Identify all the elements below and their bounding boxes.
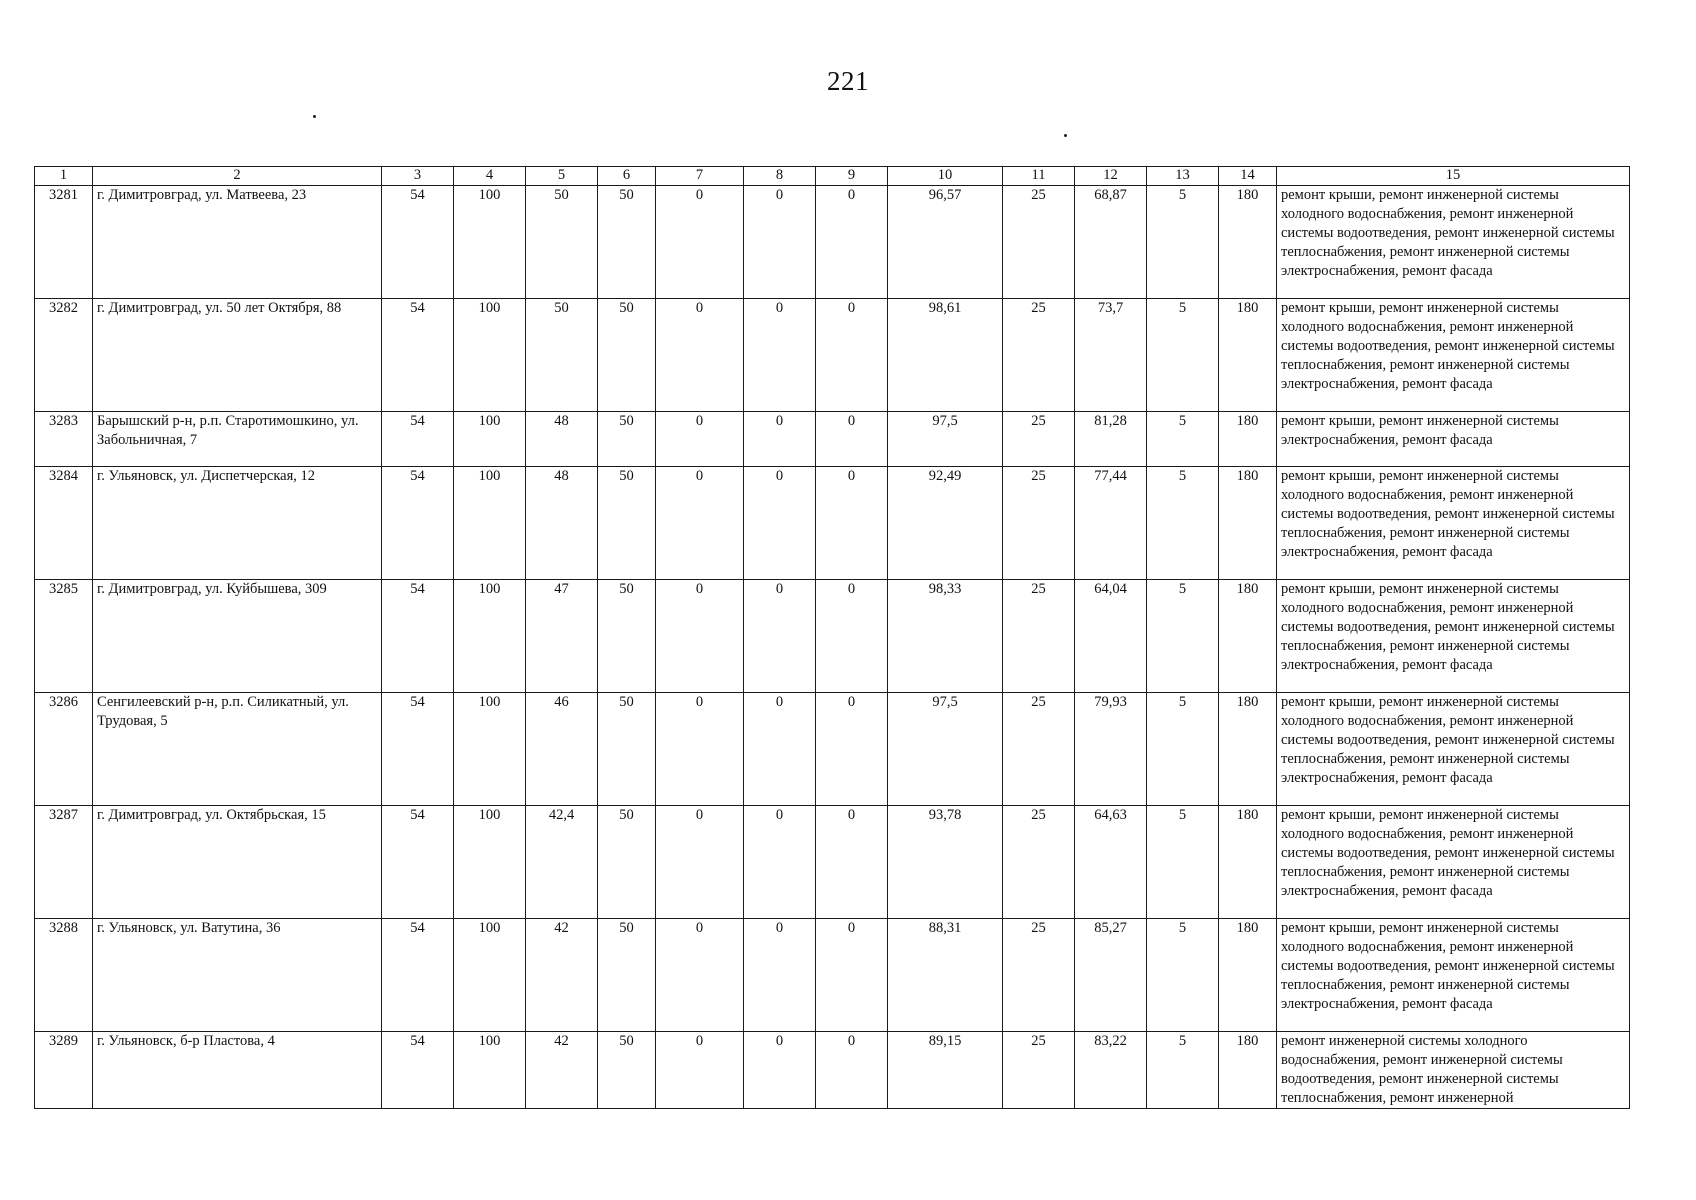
row-number: 3284 <box>35 467 93 580</box>
table-row <box>35 299 1630 412</box>
works-cell: ремонт крыши, ремонт инженерной системы холодного водоснабжения, ремонт инженерной системы водоотведения, ремонт инженерной системы теплоснабжения, ремонт инженерной системы электроснабжения, ремонт фасада <box>1277 467 1630 580</box>
value-cell: 100 <box>454 1032 526 1109</box>
value-cell: 0 <box>816 186 888 299</box>
table-row <box>35 693 1630 806</box>
value-cell: 0 <box>816 806 888 919</box>
address-cell: г. Димитровград, ул. 50 лет Октября, 88 <box>93 299 382 412</box>
value-cell: 96,57 <box>888 186 1003 299</box>
row-number: 3281 <box>35 186 93 299</box>
works-cell: ремонт крыши, ремонт инженерной системы холодного водоснабжения, ремонт инженерной системы водоотведения, ремонт инженерной системы теплоснабжения, ремонт инженерной системы электроснабжения, ремонт фасада <box>1277 919 1630 1032</box>
value-cell: 25 <box>1003 412 1075 467</box>
table-row <box>35 1032 1630 1109</box>
value-cell: 73,7 <box>1075 299 1147 412</box>
value-cell: 0 <box>656 806 744 919</box>
column-header: 7 <box>656 167 744 186</box>
row-number: 3288 <box>35 919 93 1032</box>
column-header: 9 <box>816 167 888 186</box>
value-cell: 5 <box>1147 186 1219 299</box>
value-cell: 77,44 <box>1075 467 1147 580</box>
value-cell: 0 <box>816 412 888 467</box>
value-cell: 0 <box>656 299 744 412</box>
scan-speck <box>1064 134 1067 137</box>
value-cell: 46 <box>526 693 598 806</box>
value-cell: 54 <box>382 693 454 806</box>
column-header: 3 <box>382 167 454 186</box>
value-cell: 180 <box>1219 299 1277 412</box>
value-cell: 42 <box>526 919 598 1032</box>
works-cell: ремонт крыши, ремонт инженерной системы холодного водоснабжения, ремонт инженерной системы водоотведения, ремонт инженерной системы теплоснабжения, ремонт инженерной системы электроснабжения, ремонт фасада <box>1277 299 1630 412</box>
works-cell: ремонт крыши, ремонт инженерной системы электроснабжения, ремонт фасада <box>1277 412 1630 467</box>
row-number: 3287 <box>35 806 93 919</box>
value-cell: 0 <box>816 1032 888 1109</box>
row-number: 3286 <box>35 693 93 806</box>
value-cell: 100 <box>454 186 526 299</box>
value-cell: 0 <box>656 467 744 580</box>
value-cell: 0 <box>656 693 744 806</box>
value-cell: 180 <box>1219 412 1277 467</box>
value-cell: 25 <box>1003 1032 1075 1109</box>
value-cell: 25 <box>1003 693 1075 806</box>
value-cell: 42,4 <box>526 806 598 919</box>
address-cell: г. Димитровград, ул. Матвеева, 23 <box>93 186 382 299</box>
value-cell: 25 <box>1003 806 1075 919</box>
works-cell: ремонт крыши, ремонт инженерной системы холодного водоснабжения, ремонт инженерной системы водоотведения, ремонт инженерной системы теплоснабжения, ремонт инженерной системы электроснабжения, ремонт фасада <box>1277 806 1630 919</box>
value-cell: 88,31 <box>888 919 1003 1032</box>
value-cell: 0 <box>656 1032 744 1109</box>
column-header: 2 <box>93 167 382 186</box>
value-cell: 100 <box>454 299 526 412</box>
value-cell: 180 <box>1219 186 1277 299</box>
column-header: 14 <box>1219 167 1277 186</box>
value-cell: 54 <box>382 919 454 1032</box>
value-cell: 5 <box>1147 693 1219 806</box>
value-cell: 54 <box>382 186 454 299</box>
table-row <box>35 467 1630 580</box>
value-cell: 100 <box>454 580 526 693</box>
value-cell: 0 <box>816 580 888 693</box>
value-cell: 93,78 <box>888 806 1003 919</box>
column-header: 6 <box>598 167 656 186</box>
works-cell: ремонт крыши, ремонт инженерной системы холодного водоснабжения, ремонт инженерной системы водоотведения, ремонт инженерной системы теплоснабжения, ремонт инженерной системы электроснабжения, ремонт фасада <box>1277 186 1630 299</box>
value-cell: 50 <box>526 299 598 412</box>
value-cell: 97,5 <box>888 412 1003 467</box>
address-cell: Барышский р-н, р.п. Старотимошкино, ул. Забольничная, 7 <box>93 412 382 467</box>
column-header: 13 <box>1147 167 1219 186</box>
row-number: 3289 <box>35 1032 93 1109</box>
value-cell: 100 <box>454 412 526 467</box>
value-cell: 83,22 <box>1075 1032 1147 1109</box>
value-cell: 5 <box>1147 806 1219 919</box>
column-header: 8 <box>744 167 816 186</box>
value-cell: 25 <box>1003 467 1075 580</box>
value-cell: 180 <box>1219 806 1277 919</box>
value-cell: 25 <box>1003 919 1075 1032</box>
value-cell: 54 <box>382 412 454 467</box>
scan-speck <box>313 115 316 118</box>
value-cell: 48 <box>526 467 598 580</box>
value-cell: 0 <box>744 186 816 299</box>
value-cell: 0 <box>744 919 816 1032</box>
value-cell: 0 <box>816 299 888 412</box>
value-cell: 98,61 <box>888 299 1003 412</box>
value-cell: 180 <box>1219 693 1277 806</box>
value-cell: 0 <box>744 806 816 919</box>
column-header: 12 <box>1075 167 1147 186</box>
value-cell: 0 <box>656 580 744 693</box>
table-row <box>35 412 1630 467</box>
value-cell: 0 <box>656 186 744 299</box>
value-cell: 64,63 <box>1075 806 1147 919</box>
address-cell: г. Ульяновск, б-р Пластова, 4 <box>93 1032 382 1109</box>
value-cell: 5 <box>1147 1032 1219 1109</box>
value-cell: 100 <box>454 467 526 580</box>
value-cell: 0 <box>744 412 816 467</box>
value-cell: 0 <box>744 1032 816 1109</box>
value-cell: 89,15 <box>888 1032 1003 1109</box>
value-cell: 5 <box>1147 580 1219 693</box>
value-cell: 50 <box>598 1032 656 1109</box>
value-cell: 54 <box>382 806 454 919</box>
address-cell: Сенгилеевский р-н, р.п. Силикатный, ул. Трудовая, 5 <box>93 693 382 806</box>
value-cell: 0 <box>744 580 816 693</box>
value-cell: 25 <box>1003 580 1075 693</box>
repair-program-table <box>34 166 1630 1109</box>
value-cell: 50 <box>598 919 656 1032</box>
value-cell: 50 <box>598 693 656 806</box>
column-header: 5 <box>526 167 598 186</box>
table-row <box>35 186 1630 299</box>
value-cell: 0 <box>656 412 744 467</box>
address-cell: г. Димитровград, ул. Куйбышева, 309 <box>93 580 382 693</box>
value-cell: 0 <box>744 299 816 412</box>
value-cell: 50 <box>598 186 656 299</box>
value-cell: 0 <box>816 919 888 1032</box>
value-cell: 180 <box>1219 580 1277 693</box>
value-cell: 5 <box>1147 412 1219 467</box>
column-header: 15 <box>1277 167 1630 186</box>
column-header: 4 <box>454 167 526 186</box>
value-cell: 50 <box>598 299 656 412</box>
value-cell: 48 <box>526 412 598 467</box>
value-cell: 98,33 <box>888 580 1003 693</box>
row-number: 3285 <box>35 580 93 693</box>
value-cell: 5 <box>1147 299 1219 412</box>
value-cell: 79,93 <box>1075 693 1147 806</box>
value-cell: 180 <box>1219 919 1277 1032</box>
column-header: 11 <box>1003 167 1075 186</box>
value-cell: 50 <box>598 412 656 467</box>
address-cell: г. Ульяновск, ул. Диспетчерская, 12 <box>93 467 382 580</box>
value-cell: 54 <box>382 299 454 412</box>
value-cell: 54 <box>382 1032 454 1109</box>
works-cell: ремонт инженерной системы холодного водоснабжения, ремонт инженерной системы водоотведения, ремонт инженерной системы теплоснабжения, ремонт инженерной <box>1277 1032 1630 1109</box>
value-cell: 0 <box>744 693 816 806</box>
value-cell: 92,49 <box>888 467 1003 580</box>
column-header: 1 <box>35 167 93 186</box>
column-number-row <box>35 167 1630 186</box>
value-cell: 0 <box>816 467 888 580</box>
table-row <box>35 919 1630 1032</box>
address-cell: г. Ульяновск, ул. Ватутина, 36 <box>93 919 382 1032</box>
value-cell: 64,04 <box>1075 580 1147 693</box>
value-cell: 50 <box>598 467 656 580</box>
value-cell: 5 <box>1147 919 1219 1032</box>
value-cell: 0 <box>816 693 888 806</box>
value-cell: 0 <box>656 919 744 1032</box>
column-header: 10 <box>888 167 1003 186</box>
page-number: 221 <box>827 66 869 96</box>
value-cell: 50 <box>598 806 656 919</box>
value-cell: 47 <box>526 580 598 693</box>
value-cell: 50 <box>598 580 656 693</box>
value-cell: 100 <box>454 806 526 919</box>
value-cell: 25 <box>1003 299 1075 412</box>
value-cell: 42 <box>526 1032 598 1109</box>
works-cell: ремонт крыши, ремонт инженерной системы холодного водоснабжения, ремонт инженерной системы водоотведения, ремонт инженерной системы теплоснабжения, ремонт инженерной системы электроснабжения, ремонт фасада <box>1277 580 1630 693</box>
value-cell: 54 <box>382 467 454 580</box>
table-row <box>35 806 1630 919</box>
value-cell: 97,5 <box>888 693 1003 806</box>
value-cell: 180 <box>1219 1032 1277 1109</box>
value-cell: 5 <box>1147 467 1219 580</box>
works-cell: ремонт крыши, ремонт инженерной системы холодного водоснабжения, ремонт инженерной системы водоотведения, ремонт инженерной системы теплоснабжения, ремонт инженерной системы электроснабжения, ремонт фасада <box>1277 693 1630 806</box>
value-cell: 0 <box>744 467 816 580</box>
value-cell: 54 <box>382 580 454 693</box>
row-number: 3283 <box>35 412 93 467</box>
value-cell: 85,27 <box>1075 919 1147 1032</box>
value-cell: 68,87 <box>1075 186 1147 299</box>
table-row <box>35 580 1630 693</box>
value-cell: 100 <box>454 693 526 806</box>
value-cell: 81,28 <box>1075 412 1147 467</box>
value-cell: 100 <box>454 919 526 1032</box>
address-cell: г. Димитровград, ул. Октябрьская, 15 <box>93 806 382 919</box>
value-cell: 50 <box>526 186 598 299</box>
value-cell: 180 <box>1219 467 1277 580</box>
value-cell: 25 <box>1003 186 1075 299</box>
row-number: 3282 <box>35 299 93 412</box>
